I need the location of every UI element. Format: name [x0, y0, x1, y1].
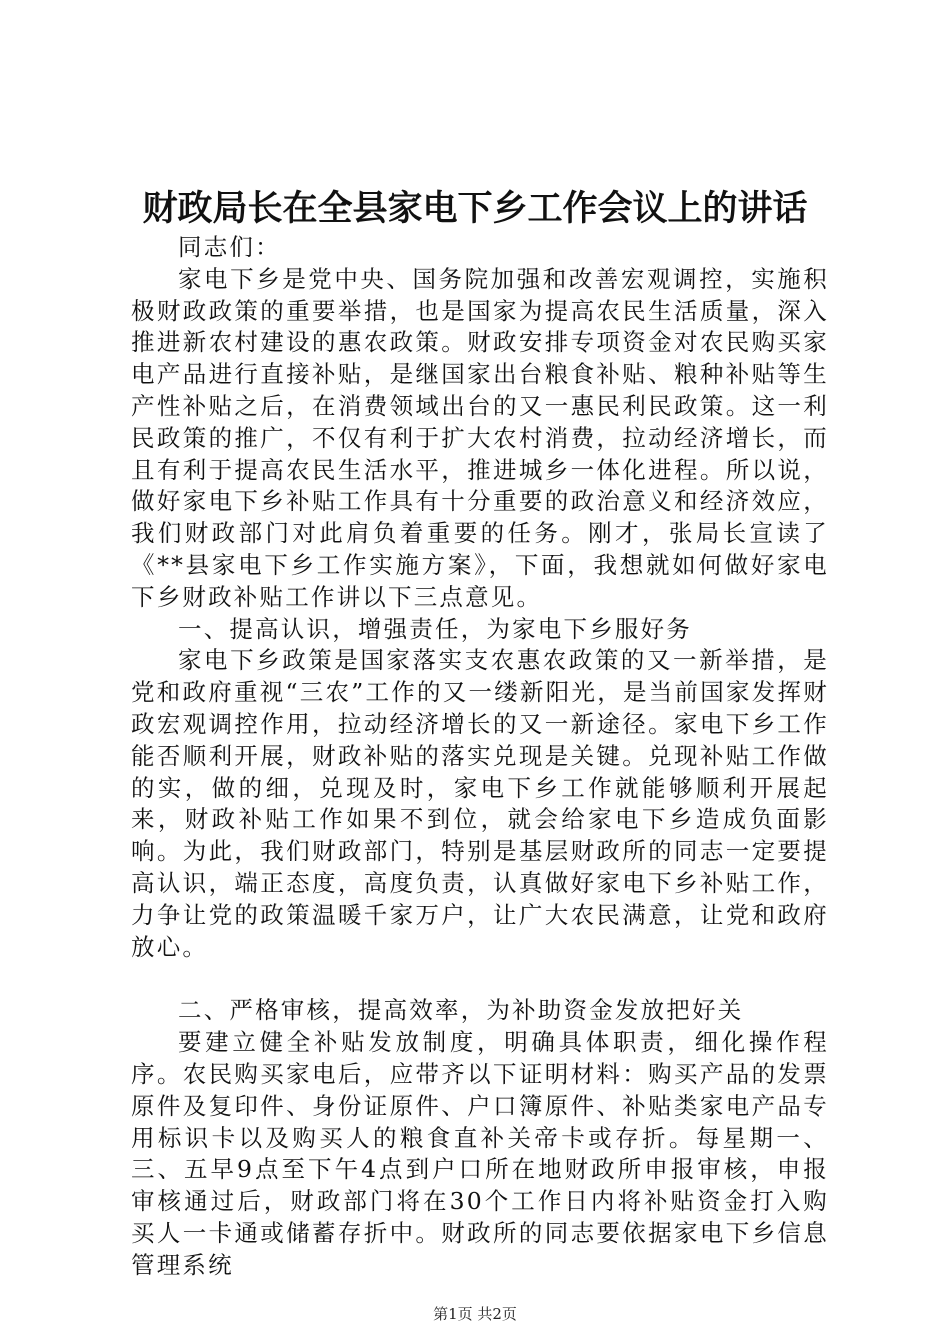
section-heading-1: 一、提高认识，增强责任，为家电下乡服好务	[178, 614, 692, 643]
salutation: 同志们：	[178, 233, 281, 261]
document-title: 财政局长在全县家电下乡工作会议上的讲话	[142, 188, 808, 229]
section-heading-2: 二、严格审核，提高效率，为补助资金发放把好关	[178, 996, 744, 1025]
section-2-paragraph: 要建立健全补贴发放制度，明确具体职责，细化操作程序。农民购买家电后，应带齐以下证明材料：购买产品的发票原件及复印件、身份证原件、户口簿原件、补贴类家电产品专用标识卡以及购买人的粮食直补关帝卡或存折。每星期一、三、五早9点至下午4点到户口所在地财政所申报审核，申报审核通过后，财政部门将在30个工作日内将补贴资金打入购买人一卡通或储蓄存折中。财政所的同志要依据家电下乡信息管理系统	[131, 1028, 829, 1279]
intro-paragraph: 家电下乡是党中央、国务院加强和改善宏观调控，实施积极财政政策的重要举措，也是国家为提高农民生活质量，深入推进新农村建设的惠农政策。财政安排专项资金对农民购买家电产品进行直接补贴，是继国家出台粮食补贴、粮种补贴等生产性补贴之后，在消费领域出台的又一惠民利民政策。这一利民政策的推广，不仅有利于扩大农村消费，拉动经济增长，而且有利于提高农民生活水平，推进城乡一体化进程。所以说，做好家电下乡补贴工作具有十分重要的政治意义和经济效应，我们财政部门对此肩负着重要的任务。刚才，张局长宣读了《**县家电下乡工作实施方案》，下面，我想就如何做好家电下乡财政补贴工作讲以下三点意见。	[131, 264, 829, 611]
paragraph-spacer	[131, 963, 829, 995]
document-body	[131, 232, 829, 1282]
section-1-paragraph: 家电下乡政策是国家落实支农惠农政策的又一新举措，是党和政府重视“三农”工作的又一缕新阳光，是当前国家发挥财政宏观调控作用，拉动经济增长的又一新途径。家电下乡工作能否顺利开展，财政补贴的落实兑现是关键。兑现补贴工作做的实，做的细，兑现及时，家电下乡工作就能够顺利开展起来，财政补贴工作如果不到位，就会给家电下乡造成负面影响。为此，我们财政部门，特别是基层财政所的同志一定要提高认识，端正态度，高度负责，认真做好家电下乡补贴工作，力争让党的政策温暖千家万户，让广大农民满意，让党和政府放心。	[131, 646, 829, 961]
page-number: 第1页 共2页	[433, 1305, 517, 1323]
page-footer	[0, 1304, 950, 1324]
